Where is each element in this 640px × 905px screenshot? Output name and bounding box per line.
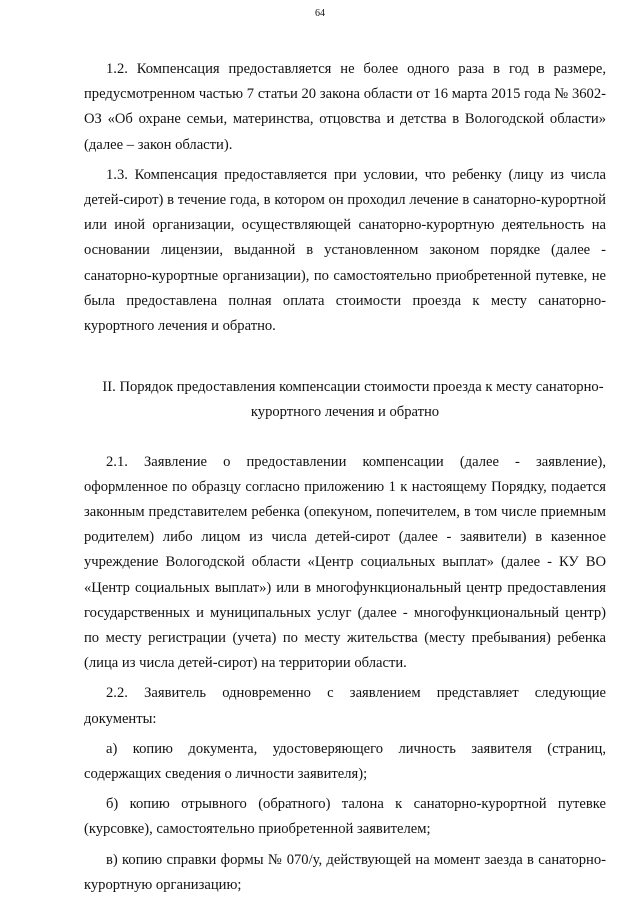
document-body — [84, 57, 606, 903]
paragraph-1-2: 1.2. Компенсация предоставляется не более одного раза в год в размере, предусмотренном частью 7 статьи 20 закона области от 16 марта 2015 года № 3602-ОЗ «Об охране семьи, материнства, отцовства и детства в Вологодской области» (далее – закон области). — [84, 61, 606, 153]
section-heading: II. Порядок предоставления компенсации стоимости проезда к месту санаторно-курортного лечения и обратно — [102, 379, 604, 421]
list-item-a: а) копию документа, удостоверяющего личность заявителя (страниц, содержащих сведения о личности заявителя); — [84, 740, 606, 783]
list-item-v: в) копию справки формы № 070/у, действующей на момент заезда в санаторно-курортную организацию; — [84, 851, 606, 893]
paragraph-1-3: 1.3. Компенсация предоставляется при условии, что ребенку (лицу из числа детей-сирот) в течение года, в котором он проходил лечение в санаторно-курортной или иной организации, осуществляющей санаторно-курортную деятельность на основании лицензии, выданной в установленном законом порядке (далее - санаторно-курортные организации), по самостоятельно приобретенной путевке, не была предоставлена полная оплата стоимости проезда к месту санаторно-курортного лечения и обратно. — [84, 166, 606, 335]
page-number: 64 — [315, 8, 325, 19]
list-item-b: б) копию отрывного (обратного) талона к санаторно-курортной путевке (курсовке), самостоятельно приобретенной заявителем; — [84, 796, 606, 838]
paragraph-2-2: 2.2. Заявитель одновременно с заявлением представляет следующие документы: — [84, 685, 606, 727]
paragraph-2-1: 2.1. Заявление о предоставлении компенсации (далее - заявление), оформленное по образцу согласно приложению 1 к настоящему Порядку, подается законным представителем ребенка (опекуном, попечителем, в том числе приемным родителем) либо лицом из числа детей-сирот (далее - заявители) в казенное учреждение Вологодской области «Центр социальных выплат» (далее - КУ ВО «Центр социальных выплат») или в многофункциональный центр предоставления государственных и муниципальных услуг (далее - многофункциональный центр) по месту регистрации (учета) по месту жительства (месту пребывания) ребенка (лица из числа детей-сирот) на территории области. — [84, 453, 606, 672]
